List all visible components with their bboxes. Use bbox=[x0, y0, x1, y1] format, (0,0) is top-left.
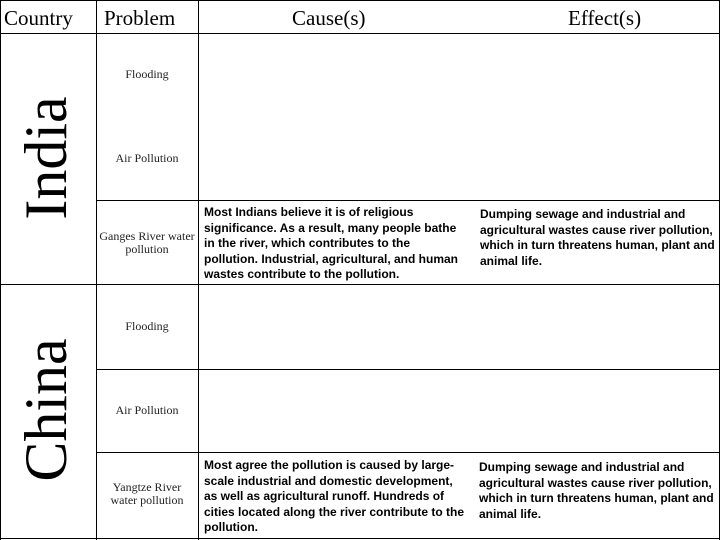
header-country: Country bbox=[4, 6, 73, 30]
grid-line bbox=[0, 284, 720, 285]
grid-line bbox=[0, 538, 720, 539]
grid-line bbox=[96, 200, 720, 201]
effect-india-ganges: Dumping sewage and industrial and agricultural wastes cause river pollution, which in turn threatens human, plant and animal life. bbox=[480, 207, 715, 268]
header-effects: Effect(s) bbox=[568, 6, 642, 30]
country-label-india: India bbox=[13, 96, 79, 220]
grid-line bbox=[198, 0, 199, 540]
country-label-china: China bbox=[13, 338, 79, 482]
problem-china-yangtze: Yangtze River water pollution bbox=[110, 480, 184, 507]
problem-china-flooding: Flooding bbox=[125, 319, 169, 333]
problem-india-flooding: Flooding bbox=[125, 67, 169, 81]
cause-india-ganges: Most Indians believe it is of religious significance. As a result, many people bathe in the river, which contributes to the pollution. Industrial, agricultural, and human wastes contribute to the pollution. bbox=[204, 205, 459, 281]
header-problem: Problem bbox=[104, 6, 176, 30]
cause-china-yangtze: Most agree the pollution is caused by large-scale industrial and domestic development, as well as agricultural runoff. Hundreds of cities located along the river contribute to the pollution. bbox=[204, 458, 465, 534]
grid-line bbox=[96, 0, 97, 540]
problem-india-air-pollution: Air Pollution bbox=[115, 151, 179, 165]
grid-line bbox=[96, 369, 720, 370]
grid-line bbox=[96, 452, 720, 453]
effect-china-yangtze: Dumping sewage and industrial and agricultural wastes cause river pollution, which in turn threatens human, plant and animal life. bbox=[479, 460, 714, 521]
grid-line bbox=[0, 0, 720, 1]
grid-line bbox=[0, 0, 1, 540]
header-causes: Cause(s) bbox=[292, 6, 366, 30]
grid-line bbox=[0, 33, 720, 34]
problem-china-air-pollution: Air Pollution bbox=[115, 403, 179, 417]
problem-india-ganges: Ganges River water pollution bbox=[99, 229, 195, 256]
